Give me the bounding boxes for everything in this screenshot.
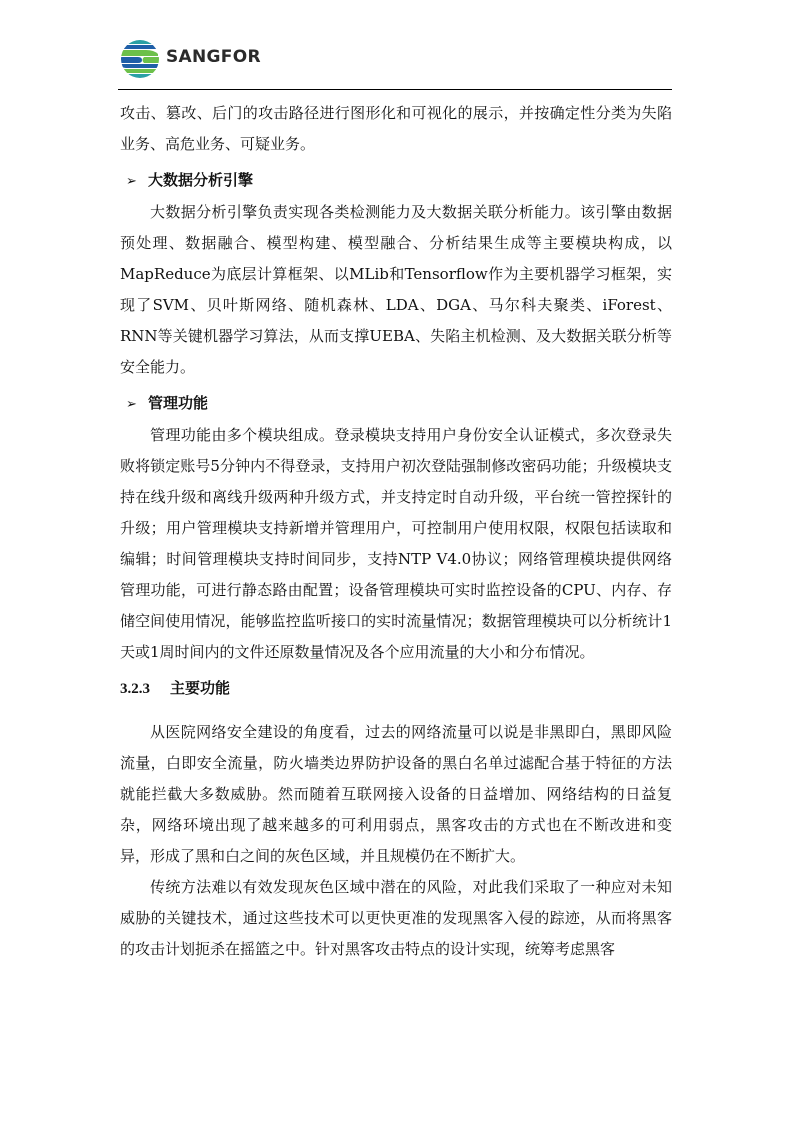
section-title: 管理功能	[148, 394, 209, 412]
section-title: 大数据分析引擎	[148, 171, 254, 189]
header-divider	[118, 89, 672, 90]
logo-wordmark: SANGFOR	[166, 47, 261, 67]
document-body	[120, 98, 672, 965]
paragraph: 传统方法难以有效发现灰色区域中潜在的风险，对此我们采取了一种应对未知威胁的关键技术，通过这些技术可以更快更准的发现黑客入侵的踪迹，从而将黑客的攻击计划扼杀在摇篮之中。针对黑客攻击特点的设计实现，统筹考虑黑客	[120, 878, 672, 958]
heading-number: 3.2.3	[120, 681, 150, 697]
section-heading-big-data-engine	[120, 165, 672, 197]
section-heading-management	[120, 388, 672, 420]
paragraph: 从医院网络安全建设的角度看，过去的网络流量可以说是非黑即白，黑即风险流量，白即安全流量，防火墙类边界防护设备的黑白名单过滤配合基于特征的方法就能拦截大多数威胁。然而随着互联网接入设备的日益增加、网络结构的日益复杂，网络环境出现了越来越多的可利用弱点，黑客攻击的方式也在不断改进和变异，形成了黑和白之间的灰色区域，并且规模仍在不断扩大。	[120, 723, 672, 865]
arrow-bullet-icon: ➢	[126, 397, 137, 412]
heading-3-2-3	[120, 673, 672, 705]
sangfor-logo-icon	[120, 39, 160, 79]
intro-paragraph: 攻击、篡改、后门的攻击路径进行图形化和可视化的展示，并按确定性分类为失陷业务、高危业务、可疑业务。	[120, 104, 672, 153]
section-body-management: 管理功能由多个模块组成。登录模块支持用户身份安全认证模式，多次登录失败将锁定账号5分钟内不得登录，支持用户初次登陆强制修改密码功能；升级模块支持在线升级和离线升级两种升级方式，并支持定时自动升级，平台统一管控探针的升级；用户管理模块支持新增并管理用户，可控制用户使用权限，权限包括读取和编辑；时间管理模块支持时间同步，支持NTP V4.0协议；网络管理模块提供网络管理功能，可进行静态路由配置；设备管理模块可实时监控设备的CPU、内存、存储空间使用情况，能够监控监听接口的实时流量情况；数据管理模块可以分析统计1天或1周时间内的文件还原数量情况及各个应用流量的大小和分布情况。	[120, 426, 672, 661]
heading-title: 主要功能	[170, 679, 231, 697]
page-header	[118, 36, 672, 90]
section-body-big-data-engine: 大数据分析引擎负责实现各类检测能力及大数据关联分析能力。该引擎由数据预处理、数据融合、模型构建、模型融合、分析结果生成等主要模块构成，以MapReduce为底层计算框架、以MLib和Tensorflow作为主要机器学习框架，实现了SVM、贝叶斯网络、随机森林、LDA、DGA、马尔科夫聚类、iForest、RNN等关键机器学习算法，从而支撑UEBA、失陷主机检测、及大数据关联分析等安全能力。	[120, 203, 672, 376]
arrow-bullet-icon: ➢	[126, 174, 137, 189]
